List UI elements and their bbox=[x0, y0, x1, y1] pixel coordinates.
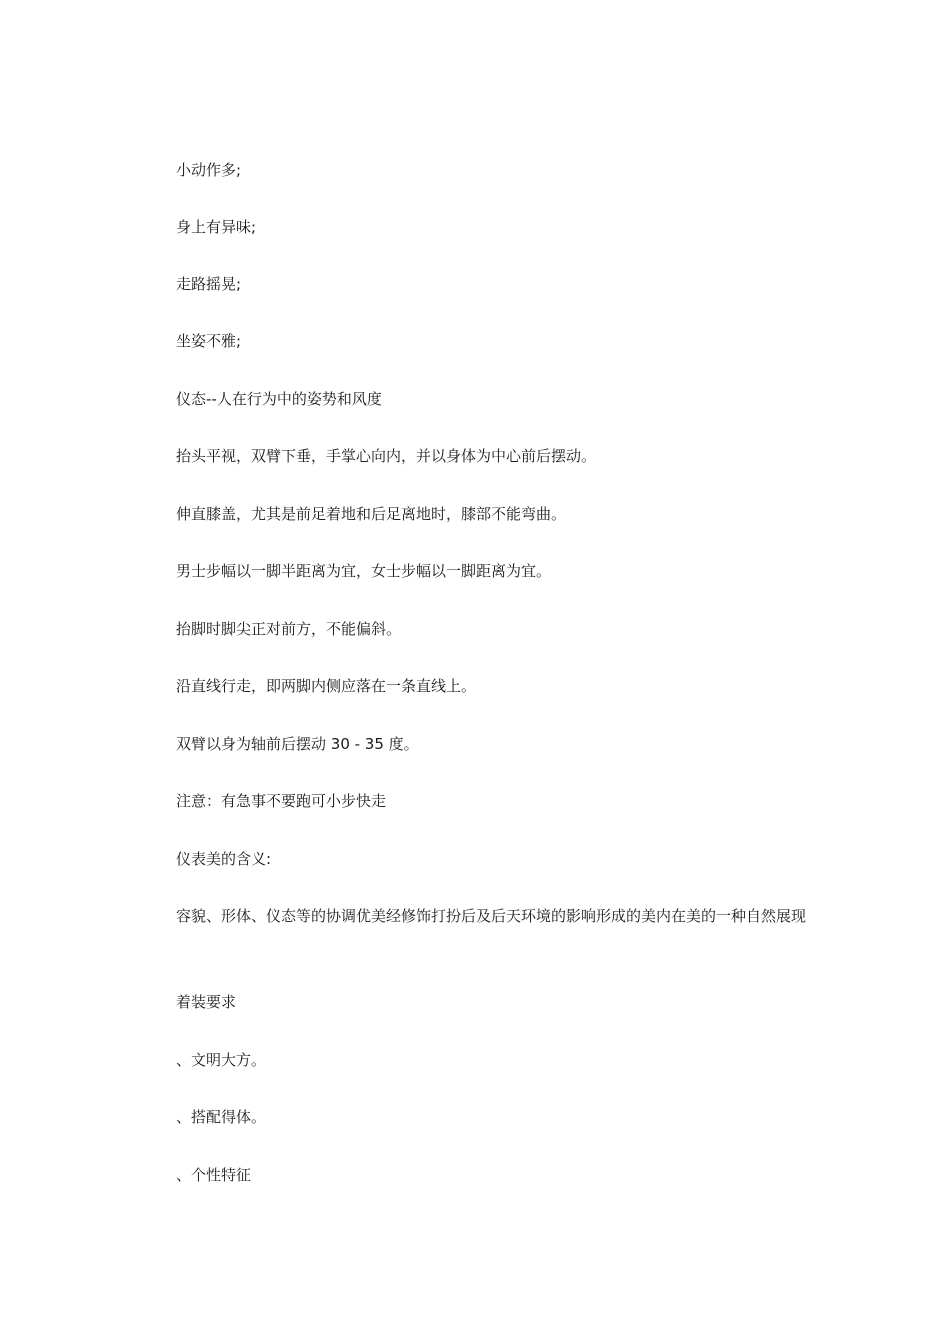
paragraph-body-odor: 身上有异味; bbox=[176, 218, 257, 236]
list-item-personality: 、个性特征 bbox=[176, 1166, 252, 1184]
paragraph-dress-requirements: 着装要求 bbox=[176, 993, 237, 1011]
paragraph-appearance-meaning: 容貌、形体、仪态等的协调优美经修饰打扮后及后天环境的影响形成的美内在美的一种自然展现 bbox=[176, 907, 807, 925]
list-item-matching: 、搭配得体。 bbox=[176, 1108, 267, 1126]
paragraph-deportment-definition: 仪态--人在行为中的姿势和风度 bbox=[176, 390, 382, 408]
paragraph-sitting-posture: 坐姿不雅; bbox=[176, 332, 242, 350]
paragraph-arm-swing: 抬头平视，双臂下垂，手掌心向内，并以身体为中心前后摆动。 bbox=[176, 447, 597, 465]
list-item-civilized: 、文明大方。 bbox=[176, 1051, 267, 1069]
paragraph-straight-line: 沿直线行走，即两脚内侧应落在一条直线上。 bbox=[176, 677, 477, 695]
paragraph-appearance-meaning-heading: 仪表美的含义: bbox=[176, 850, 272, 868]
paragraph-arm-angle: 双臂以身为轴前后摆动 30 - 35 度。 bbox=[176, 735, 419, 753]
paragraph-swaying-walk: 走路摇晃; bbox=[176, 275, 242, 293]
paragraph-knee-straight: 伸直膝盖，尤其是前足着地和后足离地时，膝部不能弯曲。 bbox=[176, 505, 567, 523]
paragraph-small-movements: 小动作多; bbox=[176, 161, 242, 179]
paragraph-stride-length: 男士步幅以一脚半距离为宜，女士步幅以一脚距离为宜。 bbox=[176, 562, 552, 580]
paragraph-note-hurry: 注意：有急事不要跑可小步快走 bbox=[176, 792, 387, 810]
paragraph-toe-direction: 抬脚时脚尖正对前方，不能偏斜。 bbox=[176, 620, 402, 638]
